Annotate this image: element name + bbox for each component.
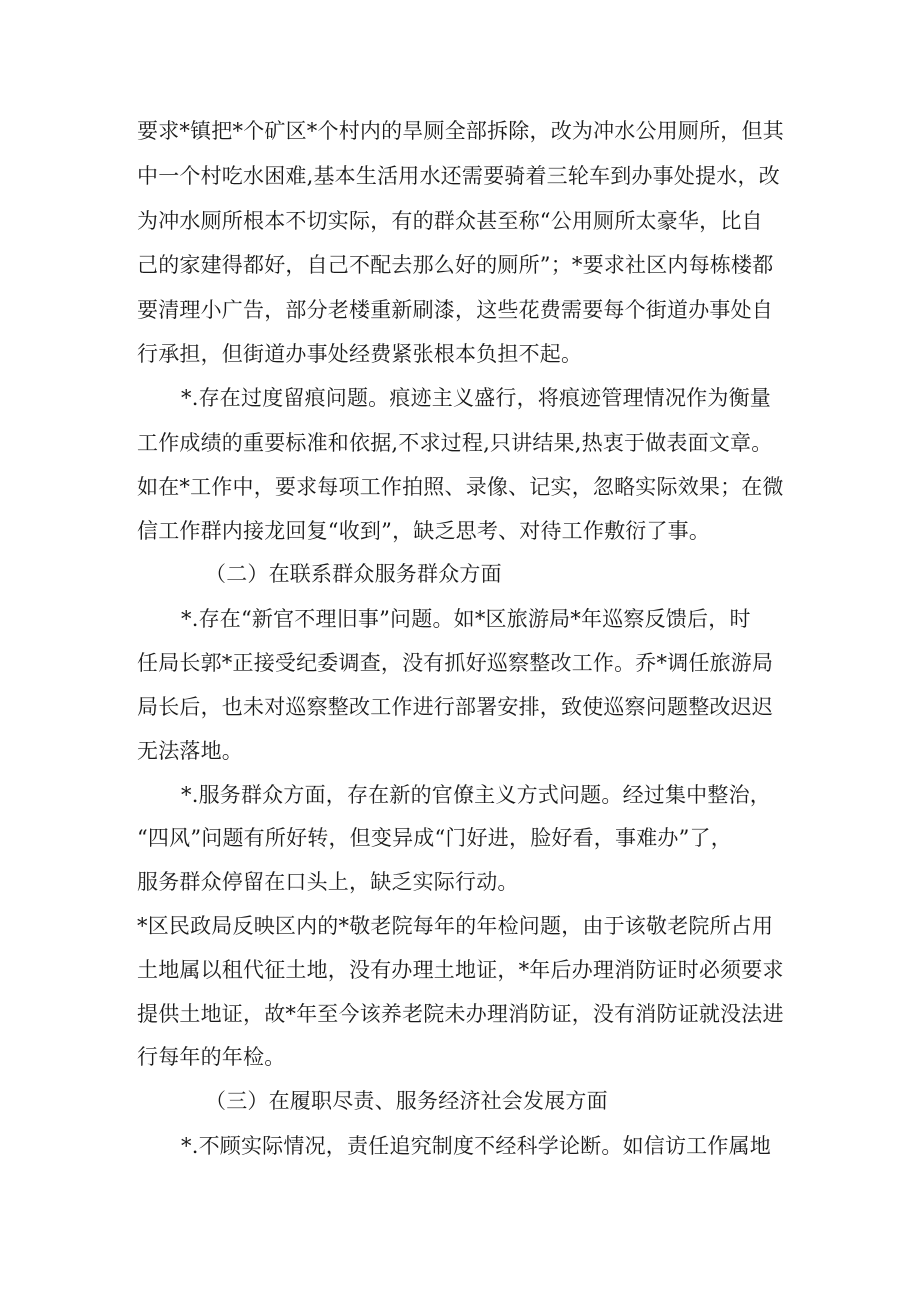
paragraph-line: 信工作群内接龙回复“收到”，缺乏思考、对待工作敷衍了事。 [137, 519, 711, 543]
paragraph-line: 行每年的年检。 [137, 1045, 286, 1069]
paragraph-line: *.服务群众方面，存在新的官僚主义方式问题。经过集中整治， [181, 783, 771, 807]
paragraph-line: 局长后，也未对巡察整改工作进行部署安排，致使巡察问题整改迟迟 [137, 695, 773, 719]
paragraph-line: 中一个村吃水困难,基本生活用水还需要骑着三轮车到办事处提水，改 [137, 164, 780, 188]
paragraph-line: 任局长郭*正接受纪委调查，没有抓好巡察整改工作。乔*调任旅游局 [137, 651, 774, 675]
section-heading: （三）在履职尽责、服务经济社会发展方面 [205, 1089, 608, 1113]
paragraph-line: 为冲水厕所根本不切实际，有的群众甚至称“公用厕所太豪华，比自 [137, 209, 763, 233]
paragraph-line: 要求*镇把*个矿区*个村内的旱厕全部拆除，改为冲水公用厕所，但其 [137, 119, 784, 143]
paragraph-line: 要清理小广告，部分老楼重新刷漆，这些花费需要每个街道办事处自 [137, 298, 773, 322]
paragraph-line: 如在*工作中，要求每项工作拍照、录像、记实，忽略实际效果；在微 [137, 475, 784, 499]
section-heading: （二）在联系群众服务群众方面 [205, 562, 502, 586]
paragraph-line: 己的家建得都好，自己不配去那么好的厕所”；*要求社区内每栋楼都 [137, 253, 774, 277]
paragraph-line: 提供土地证，故*年至今该养老院未办理消防证，没有消防证就没法进 [137, 1002, 784, 1026]
paragraph-line: 无法落地。 [137, 739, 243, 763]
paragraph-line: *区民政局反映区内的*敬老院每年的年检问题，由于该敬老院所占用 [137, 914, 774, 938]
paragraph-line: 行承担，但街道办事处经费紧张根本负担不起。 [137, 342, 583, 366]
paragraph-line: *.存在过度留痕问题。痕迹主义盛行，将痕迹管理情况作为衡量 [181, 386, 771, 410]
paragraph-line: 工作成绩的重要标准和依据,不求过程,只讲结果,热衷于做表面文章。 [137, 431, 773, 455]
paragraph-line: “四风”问题有所好转，但变异成“门好进，脸好看，事难办”了， [137, 826, 732, 850]
paragraph-line: 服务群众停留在口头上，缺乏实际行动。 [137, 870, 519, 894]
paragraph-line: *.不顾实际情况，责任追究制度不经科学论断。如信访工作属地 [181, 1134, 771, 1158]
paragraph-line: *.存在“新官不理旧事”问题。如*区旅游局*年巡察反馈后，时 [181, 607, 751, 631]
paragraph-line: 土地属以租代征土地，没有办理土地证，*年后办理消防证时必须要求 [137, 958, 784, 982]
